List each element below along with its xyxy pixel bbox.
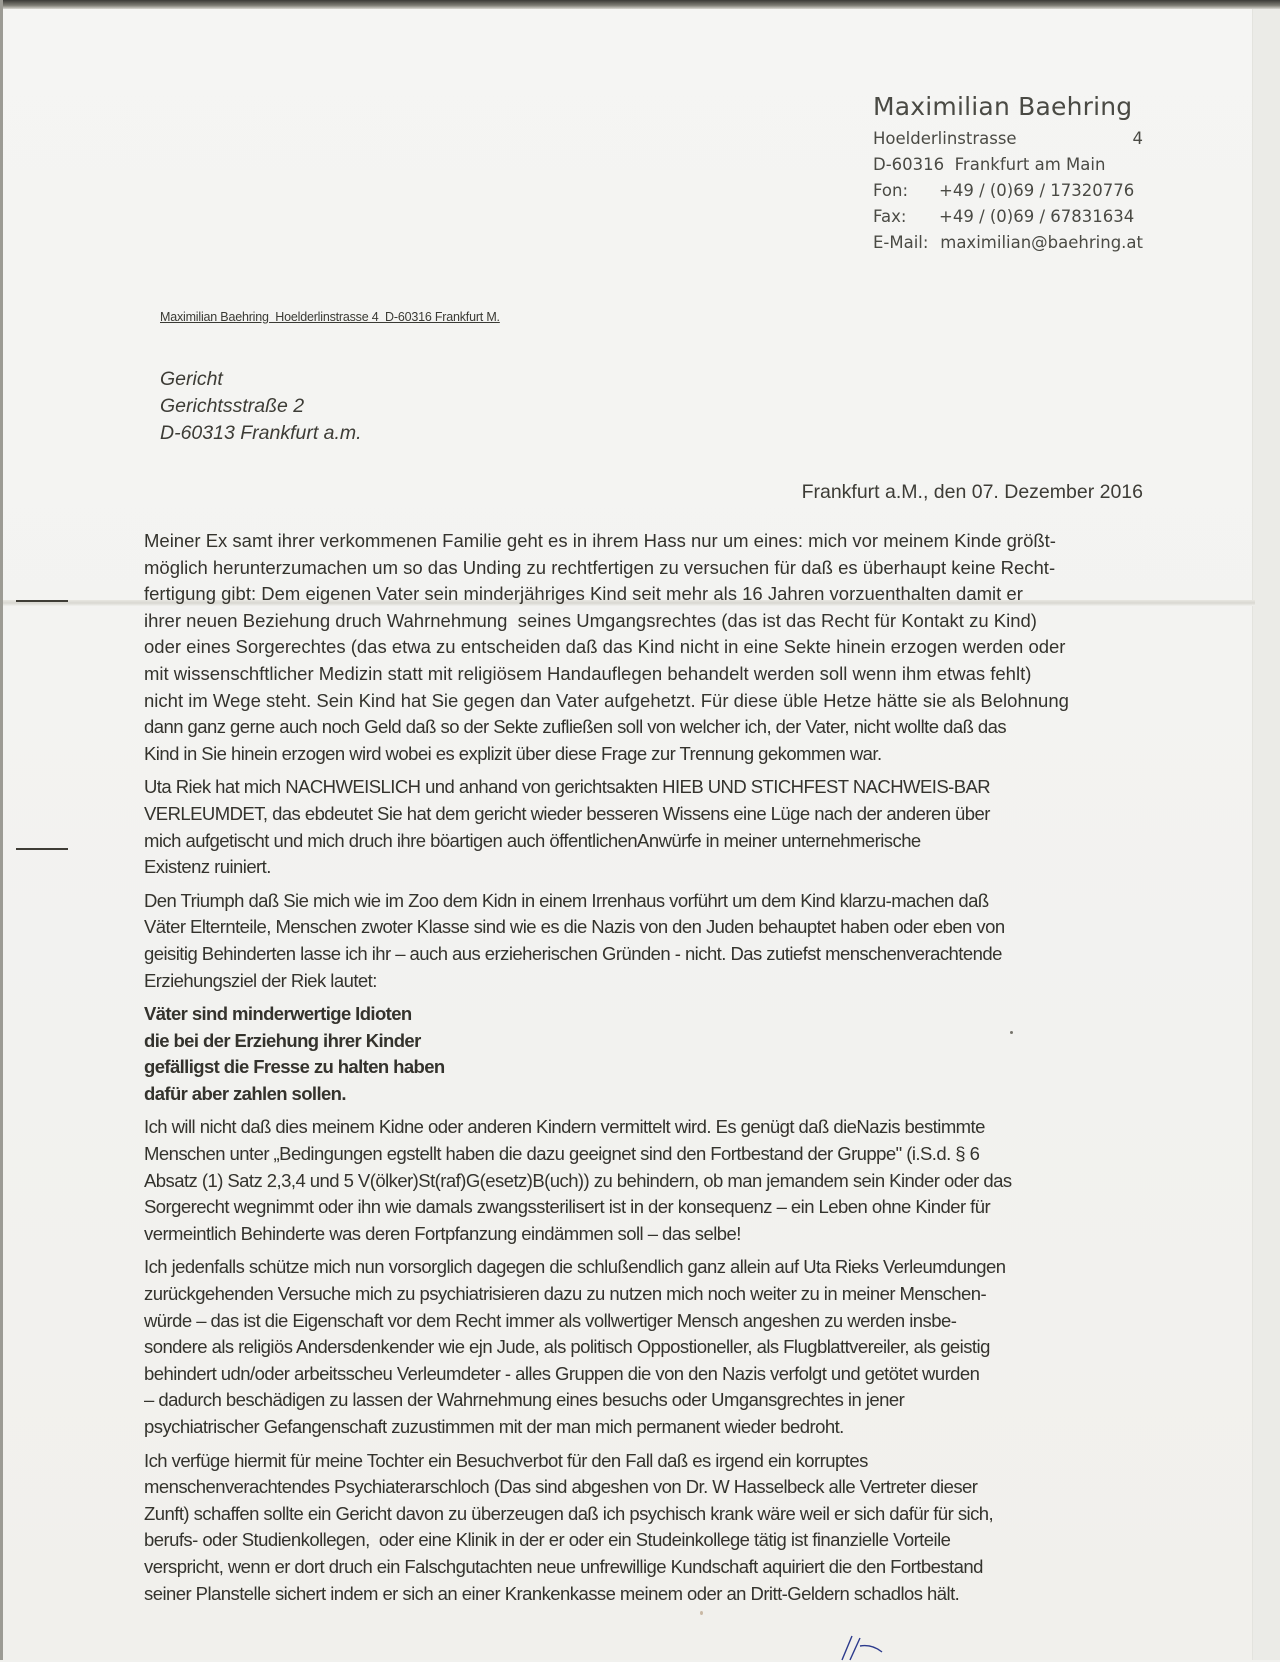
quoted-statement <box>144 1001 1144 1107</box>
text-line: Zunft) schaffen sollte ein Gericht davon zu überzeugen daß ich psychisch krank wäre weil er sich dafür für sich, <box>144 1502 994 1524</box>
text-line: würde – das ist die Eigenschaft vor dem Recht immer als vollwertiger Mensch angeshen zu werden insbe- <box>144 1309 957 1331</box>
recipient-line: Gericht <box>160 368 223 390</box>
text-line: Ich will nicht daß dies meinem Kidne oder anderen Kindern vermittelt wird. Es genügt daß dieNazis bestimmte <box>144 1116 985 1138</box>
letterhead-name: Maximilian Baehring <box>873 92 1133 121</box>
text-line: behindert udn/oder arbeitsscheu Verleumdeter - alles Gruppen die von den Nazis verfolgt und getötet wurden <box>144 1362 980 1384</box>
letterhead <box>873 88 1143 256</box>
quote-line: Väter sind minderwertige Idioten <box>144 1003 412 1025</box>
text-line: Ich jedenfalls schütze mich nun vorsorglich dagegen die schlußendlich ganz allein auf Uta Rieks Verleumdungen <box>144 1256 1006 1278</box>
fax-number: +49 / (0)69 / 67831634 <box>939 207 1135 226</box>
phone-number: +49 / (0)69 / 17320776 <box>939 181 1135 200</box>
paragraph <box>144 1448 1144 1608</box>
quote-line: gefälligst die Fresse zu halten haben <box>144 1056 445 1078</box>
letterhead-phone-row <box>873 178 1143 204</box>
text-line: möglich herunterzumachen um so das Unding zu rechtfertigen zu versuchen für daß es überhaupt keine Recht- <box>144 556 1056 578</box>
scan-edge-top <box>0 0 1280 9</box>
letterhead-street: Hoelderlinstrasse <box>873 129 1017 148</box>
letterhead-postal-city <box>873 152 1143 178</box>
recipient-line: Gerichtsstraße 2 <box>160 395 305 417</box>
signature-mark <box>838 1632 898 1662</box>
letterhead-fax-row <box>873 204 1143 230</box>
text-line: dann ganz gerne auch noch Geld daß so der Sekte zufließen soll von welcher ich, der Vater, nicht wollte daß das <box>144 716 1007 738</box>
text-line: psychiatrischer Gefangenschaft zuzustimmen mit der man mich permanent wieder bedroht. <box>144 1416 844 1437</box>
text-line: Existenz ruiniert. <box>144 856 271 878</box>
text-line: zurückgehenden Versuche mich zu psychiatrisieren dazu zu nutzen mich noch weiter zu in meiner Menschen- <box>144 1283 987 1305</box>
letterhead-street-row <box>873 126 1143 152</box>
text-line: oder eines Sorgerechtes (das etwa zu entscheiden daß das Kind nicht in eine Sekte hinein erzogen werden oder <box>144 636 1066 658</box>
text-line: Erziehungsziel der Riek lautet: <box>144 969 377 991</box>
recipient-address <box>160 366 362 447</box>
phone-label: Fon: <box>873 181 909 200</box>
email-label: E-Mail: <box>873 233 929 252</box>
text-line: berufs- oder Studienkollegen, oder eine Klinik in der er oder ein Studeinkollege tätig ist finanzielle Vorteile <box>144 1529 951 1551</box>
text-line: vermeintlich Behinderte was deren Fortpfanzung eindämmen soll – das selbe! <box>144 1222 741 1244</box>
email-address: maximilian@baehring.at <box>940 233 1143 252</box>
text-line: geisitig Behinderten lasse ich ihr – auch aus erzieherischen Gründen - nicht. Das zutiefst menschenverachtende <box>144 942 1002 964</box>
quote-line: dafür aber zahlen sollen. <box>144 1082 346 1104</box>
text-line: Meiner Ex samt ihrer verkommenen Familie geht es in ihrem Hass nur um eines: mich vor meinem Kinde größt- <box>144 530 1056 551</box>
quote-line: die bei der Erziehung ihrer Kinder <box>144 1029 421 1051</box>
text-line: menschenverachtendes Psychiaterarschloch (Das sind abgeshen von Dr. W Hasselbeck alle Vertreter dieser <box>144 1476 978 1498</box>
text-line: seiner Planstelle sichert indem er sich an einer Krankenkasse meinem oder an Dritt-Geldern schadlos hält. <box>144 1582 960 1604</box>
punch-mark <box>16 848 68 850</box>
paragraph <box>144 1114 1144 1247</box>
fold-mark <box>16 600 68 602</box>
paragraph <box>144 888 1144 994</box>
text-line: mit wissenschftlicher Medizin statt mit religiösem Handauflegen behandelt werden soll wenn ihm etwas fehlt) <box>144 662 1032 684</box>
text-line: sondere als religiös Andersdenkender wie ejn Jude, als politisch Oppostioneller, als Flugblattvereiler, als geistig <box>144 1336 990 1358</box>
letter-body <box>144 528 1144 1614</box>
text-line: Ich verfüge hiermit für meine Tochter ein Besuchverbot für den Fall daß es irgend ein korruptes <box>144 1449 868 1471</box>
text-line: Väter Elternteile, Menschen zwoter Klasse sind wie es die Nazis von den Juden behauptet haben oder eben von <box>144 916 1005 938</box>
letterhead-house-number: 4 <box>1132 129 1143 148</box>
text-line: VERLEUMDET, das ebdeutet Sie hat dem gericht wieder besseren Wissens eine Lüge nach der anderen über <box>144 802 990 824</box>
text-line: mich aufgetischt und mich druch ihre böartigen auch öffentlichenAnwürfe in meiner unternehmerische <box>144 829 921 851</box>
page-edge-right <box>1252 9 1280 1660</box>
paragraph <box>144 528 1144 767</box>
fax-label: Fax: <box>873 207 907 226</box>
sender-return-address: Maximilian Baehring Hoelderlinstrasse 4 D-60316 Frankfurt M. <box>160 310 500 324</box>
text-line: ihrer neuen Beziehung druch Wahrnehmung seines Umgangsrechtes (das ist das Recht für Kontakt zu Kind) <box>144 609 1037 631</box>
text-line: Kind in Sie hinein erzogen wird wobei es explizit über diese Frage zur Trennung gekommen war. <box>144 742 882 764</box>
text-line: Den Triumph daß Sie mich wie im Zoo dem Kidn in einem Irrenhaus vorführt um dem Kind klarzu-machen daß <box>144 889 989 911</box>
text-line: Menschen unter „Bedingungen egstellt haben die dazu geeignet sind den Fortbestand der Gruppe" (i.S.d. § 6 <box>144 1143 980 1165</box>
text-line: – dadurch beschädigen zu lassen der Wahrnehmung eines besuchs oder Umgansgrechtes in jener <box>144 1389 905 1411</box>
paragraph <box>144 774 1144 880</box>
text-line: Sorgerecht wegnimmt oder ihn wie damals zwangssterilisert ist in der konsequenz – ein Leben ohne Kinder für <box>144 1196 991 1218</box>
text-line: nicht im Wege steht. Sein Kind hat Sie gegen dan Vater aufgehetzt. Für diese üble Hetze hätte sie als Belohnung <box>144 689 1069 711</box>
text-line: Uta Riek hat mich NACHWEISLICH und anhand von gerichtsakten HIEB UND STICHFEST NACHWEIS-BAR <box>144 776 991 798</box>
paragraph <box>144 1254 1144 1440</box>
text-line: Absatz (1) Satz 2,3,4 und 5 V(ölker)St(raf)G(esetz)B(uch)) zu behindern, ob man jemandem sein Kinder oder das <box>144 1169 1012 1191</box>
text-line: fertigung gibt: Dem eigenen Vater sein minderjähriges Kind seit mehr als 16 Jahren vorzuenthalten damit er <box>144 583 1023 605</box>
letterhead-email-row <box>873 230 1143 256</box>
paper-speck <box>700 1611 703 1615</box>
postal-city-text: D-60316 Frankfurt am Main <box>873 155 1106 174</box>
text-line: verspricht, wenn er dort druch ein Falschgutachten neue unfrewillige Kundschaft aquiriert die den Fortbestand <box>144 1555 983 1577</box>
paper-speck <box>1010 1031 1013 1034</box>
date-line: Frankfurt a.M., den 07. Dezember 2016 <box>801 481 1143 503</box>
recipient-line: D-60313 Frankfurt a.m. <box>160 422 362 444</box>
